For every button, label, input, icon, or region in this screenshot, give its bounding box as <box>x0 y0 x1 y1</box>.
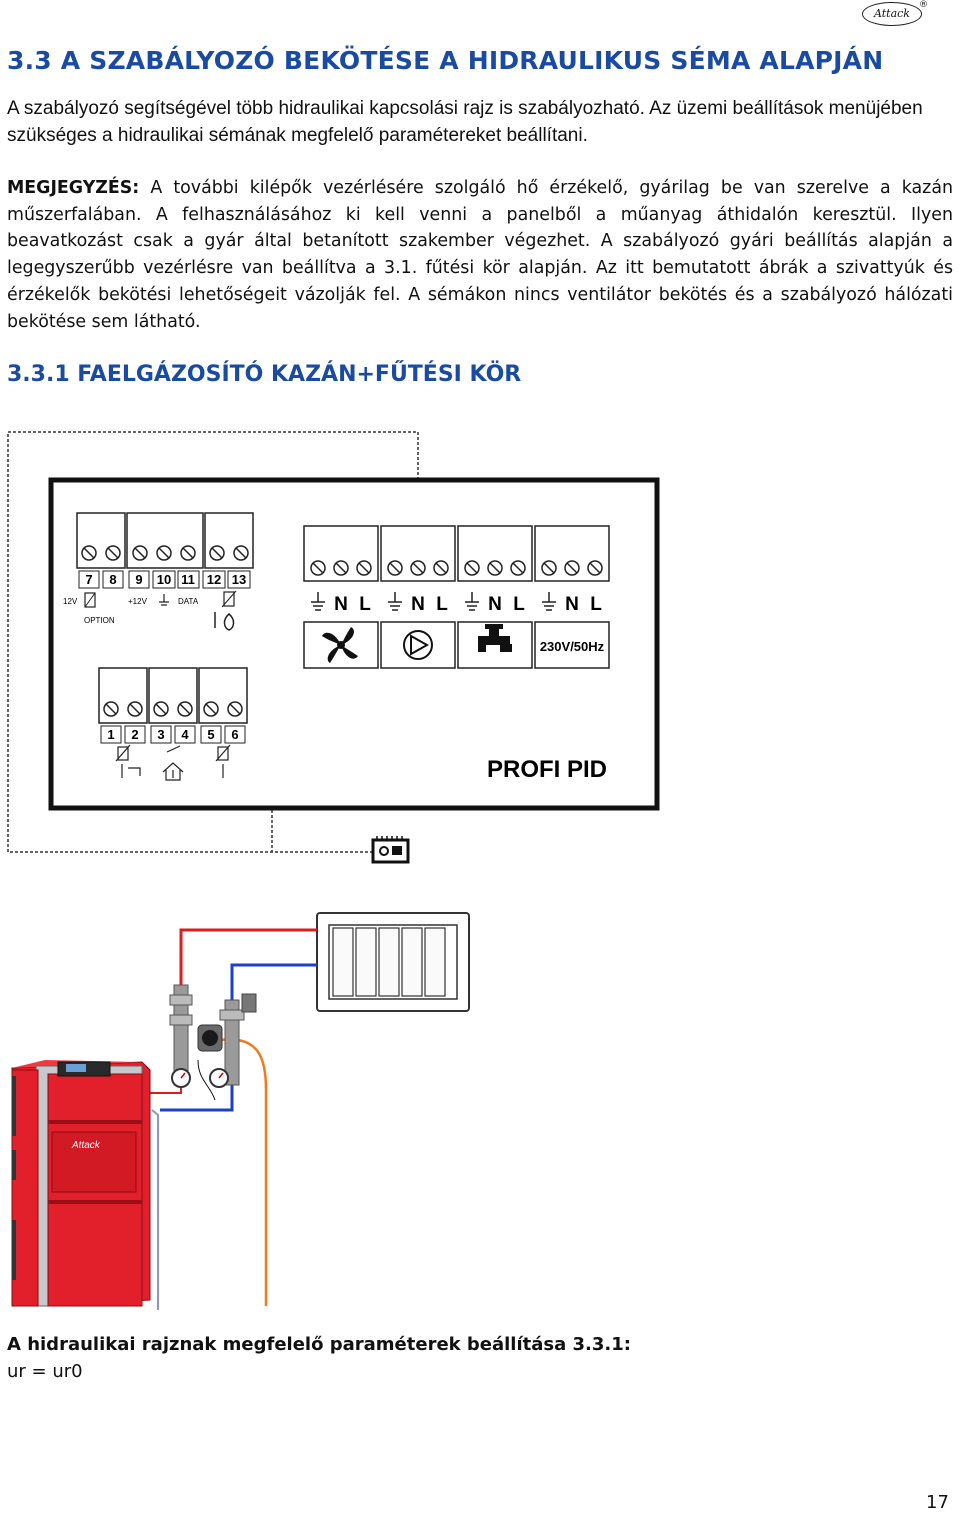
page-number: 17 <box>926 1492 949 1513</box>
terminal-12: 12 <box>206 572 222 587</box>
power-1-l: L <box>359 594 371 615</box>
power-4-n: N <box>565 594 579 615</box>
params-value: ur = ur0 <box>7 1361 83 1382</box>
registered-mark: ® <box>919 0 928 10</box>
note-paragraph <box>7 175 953 335</box>
controller-label: PROFI PID <box>487 756 608 783</box>
boiler <box>12 1060 150 1306</box>
power-3-n: N <box>488 594 502 615</box>
power-label: 230V/50Hz <box>539 639 605 654</box>
supply-pipe <box>181 930 317 990</box>
sensor-cable-grey <box>152 1110 158 1310</box>
terminal-5: 5 <box>207 727 215 742</box>
section-title: 3.3 A SZABÁLYOZÓ BEKÖTÉSE A HIDRAULIKUS SÉMA ALAPJÁN <box>7 46 884 75</box>
terminal-4: 4 <box>181 727 189 742</box>
terminal-13: 13 <box>231 572 247 587</box>
boiler-brand: Attack <box>72 1140 100 1151</box>
power-1-n: N <box>334 594 348 615</box>
terminal-7: 7 <box>85 572 93 587</box>
power-3-l: L <box>513 594 525 615</box>
note-text: A további kilépők vezérlésére szolgáló hő érzékelő, gyárilag be van szerelve a kazán műszerfalában. A felhasználásához ki kell venni a panelből a műanyag áthidalón keresztül. Ilyen beavatkozást csak a gyár által betanított szakember végezhet. A szabályozó gyári beállítás alapján a legegyszerűbb vezérlésre van beállítva a 3.1. fűtési kör alapján. Az itt bemutatott ábrák a szivattyúk és érzékelők bekötési lehetőségeit vázolják fel. A sémákon nincs ventilátor bekötés és a szabályozó hálózati bekötése sem látható. <box>7 178 953 332</box>
radiator <box>317 913 469 1011</box>
subsection-title: 3.3.1 FAELGÁZOSÍTÓ KAZÁN+FŰTÉSI KÖR <box>7 362 522 387</box>
intro-paragraph: A szabályozó segítségével több hidraulikai kapcsolási rajz is szabályozható. Az üzemi beállítások menüjében szükséges a hidraulikai sémának megfelelő paramétereket beállítani. <box>7 98 923 146</box>
room-unit-icon <box>373 836 408 862</box>
terminal-3: 3 <box>157 727 165 742</box>
terminal-9: 9 <box>135 572 143 587</box>
terminal-8: 8 <box>109 572 117 587</box>
terminal-11: 11 <box>181 572 195 587</box>
label-plus12v: +12V <box>128 597 147 606</box>
label-data: DATA <box>178 597 199 606</box>
terminal-10: 10 <box>156 572 172 587</box>
label-12v: 12V <box>63 597 78 606</box>
power-2-l: L <box>436 594 448 615</box>
power-2-n: N <box>411 594 425 615</box>
terminal-1: 1 <box>107 727 115 742</box>
pump-circle <box>202 1030 218 1046</box>
label-option: OPTION <box>84 616 115 625</box>
params-title: A hidraulikai rajznak megfelelő paraméterek beállítása 3.3.1: <box>7 1334 631 1355</box>
pump-group <box>170 985 256 1087</box>
note-label: MEGJEGYZÉS: <box>7 178 140 198</box>
terminal-6: 6 <box>231 727 239 742</box>
terminal-2: 2 <box>131 727 139 742</box>
brand-logo: Attack <box>862 2 922 26</box>
hydraulic-diagram <box>0 420 960 1320</box>
power-4-l: L <box>590 594 602 615</box>
